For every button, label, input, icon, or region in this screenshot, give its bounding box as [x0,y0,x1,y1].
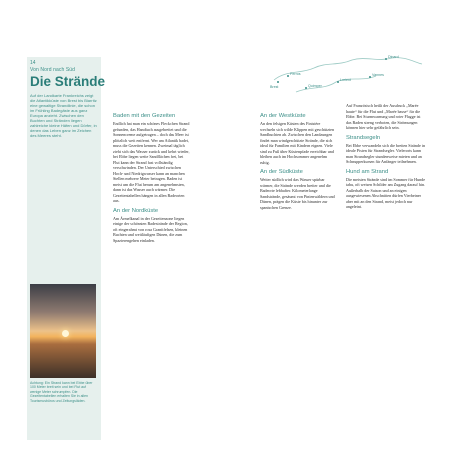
map-label: Vannes [372,73,384,77]
map-label: Lorient [340,78,351,82]
heading-sand-yachting: Strandsegeln [346,134,381,141]
page-number: 14 [30,60,36,66]
text-column-2 [260,113,336,214]
heading-north-coast: An der Nordküste [113,207,159,214]
paragraph-dogs: Die meisten Strände sind im Sommer für Hunde tabu, oft weisen Schilder am Zugang darauf hin. Außerhalb der Saison und an einigen ausgewiesenen Abschnitten dürfen Vierbeiner aber mit an den Strand, meist jedoch nur angeleint. [346,176,426,209]
coast-map [266,52,426,108]
text-column-3 [346,103,426,214]
coastline-shape [274,58,422,80]
heading-south-coast: An der Südküste [260,169,303,175]
sunset-beach-photo [30,284,96,378]
paragraph-tides: Endlich hat man ein schönes Fleckchen Strand gefunden, das Handtuch ausgebreitet und die Sonnencreme aufgetragen – doch das Meer ist plötzlich weit entfernt. Wer am Atlantik badet, muss die Gezeiten kennen. Zweimal täglich zieht sich das Wasser zurück und kehrt wieder, bei Ebbe liegen weite Sandflächen frei, bei Flut kann der Strand fast vollständig verschwinden. Der Unterschied zwischen Hoch- und Niedrigwasser kann an manchen Stellen mehrere Meter betragen. Baden ist meist um die Flut herum am angenehmsten, dann ist das Wasser auch wärmer. Die Gezeitentabellen hängen in allen Badeorten aus. [113,121,190,203]
heading-tides: Baden mit den Gezeiten [113,113,176,119]
heading-west-coast: An der Westküste [260,113,306,119]
map-label: Quimper [308,84,322,88]
map-label: Perros [290,72,301,76]
paragraph-north-coast: Am Ärmelkanal in der Gezeitenzone liegen einige der schönsten Badestrände der Region, oft eingerahmt von rosa Granitfelsen, kleinen Buchten und weitläufigen Dünen, die zum Spazierengehen einladen. [113,215,188,243]
section-kicker: Von Nord nach Süd [30,67,76,73]
paragraph-south-coast: Weiter südlich wird das Wasser spürbar wärmer, die Strände werden breiter und die Badeorte lebhafter. Kilometerlange Sandstrände, gesäumt von Pinienwäldern und Dünen, prägen die Küste bis hinunter zur spanischen Grenze. [260,177,335,210]
map-label: Dinard [388,55,399,59]
map-dot [369,76,371,78]
page-title: Die Strände [30,74,106,89]
map-dot [337,81,339,83]
intro-text: Auf der Landkarte Frankreichs zeigt die Atlantikküste von Brest bis Biarritz eine gewaltige Strandlinie, die schon im Frühling Badegäste aus ganz Europa anzieht. Zwischen den Buchten und Stränden liegen zahlreiche kleine Häfen und Dörfer, in denen das Leben ganz im Zeichen des Meeres steht. [30,93,97,138]
map-dot [277,81,279,83]
map-label: Brest [270,85,279,89]
photo-caption: Achtung: Ein Strand kann bei Ebbe über 100 Meter breit sein und bei Flut auf wenige Meter schrumpfen. Die Gezeitentabellen erhalten Sie in allen Tourismusbüros und Zeitungsläden. [30,381,93,403]
heading-dogs: Hund am Strand [346,168,389,175]
text-column-1 [113,113,190,247]
map-dot [385,58,387,60]
map-dot [305,87,307,89]
sun-shape [62,330,69,337]
paragraph-sand-yachting: Bei Ebbe verwandeln sich die breiten Strände in ideale Pisten für Strandsegler. Vielerorts kann man Strandsegler stundenweise mieten und an Schnupperkursen für Anfänger teilnehmen. [346,142,426,164]
paragraph-flags: Auf Französisch heißt der Ausdruck „Marée haute“ für die Flut und „Marée basse“ für die Ebbe. Bei Sturmwarnung und roter Flagge ist das Baden streng verboten, die Strömungen können hier sehr gefährlich sein. [346,103,421,130]
paragraph-west-coast: An den felsigen Küsten des Finistère wechseln sich wilde Klippen mit geschützten Sandbuchten ab. Zwischen den Landzungen findet man windgeschützte Strände, die sich ideal für Familien mit Kindern eignen. Viele sind zu Fuß über Küstenpfade erreichbar und bleiben auch im Hochsommer angenehm ruhig. [260,121,335,165]
map-dot [287,75,289,77]
